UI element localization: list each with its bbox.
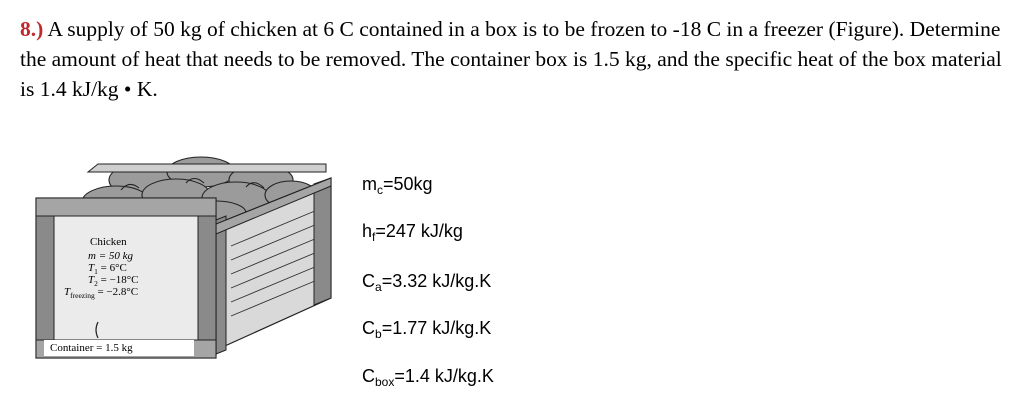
- given-cb: $C_b=1.77$ kJ/kg.K: [362, 318, 492, 341]
- given-hf: $h_f=247$ kJ/kg: [362, 221, 463, 244]
- figure-label-mass: m = 50 kg: [88, 250, 133, 262]
- figure-label-t1: $T_1 = 6^\circ C$: [88, 262, 127, 276]
- figure-label-t2: $T_2 = -18^\circ C$: [88, 274, 139, 288]
- given-ca: $C_a=3.32$ kJ/kg.K: [362, 271, 492, 294]
- figure-label-chicken: Chicken: [90, 236, 127, 248]
- chicken-box-figure: [26, 150, 356, 365]
- figure-label-container: Container = 1.5 kg: [50, 342, 133, 354]
- problem-statement: [20, 14, 1010, 104]
- problem-text: A supply of 50 kg of chicken at 6 C contained in a box is to be frozen to -18 C in a freezer (Figure). Determine the amount of heat that needs to be removed. The container box is 1.5 kg, and the specific heat of the box material is 1.4 kJ/kg • K.: [20, 17, 1002, 101]
- box-illustration: [26, 150, 356, 365]
- figure-label-tfreezing: $T_{freezing} = -2.8^\circ C$: [64, 286, 139, 300]
- given-mc: $m_c=50kg$: [362, 174, 433, 197]
- given-cbox: $C_{box}=1.4$ kJ/kg.K: [362, 366, 494, 389]
- question-number: 8.): [20, 17, 44, 41]
